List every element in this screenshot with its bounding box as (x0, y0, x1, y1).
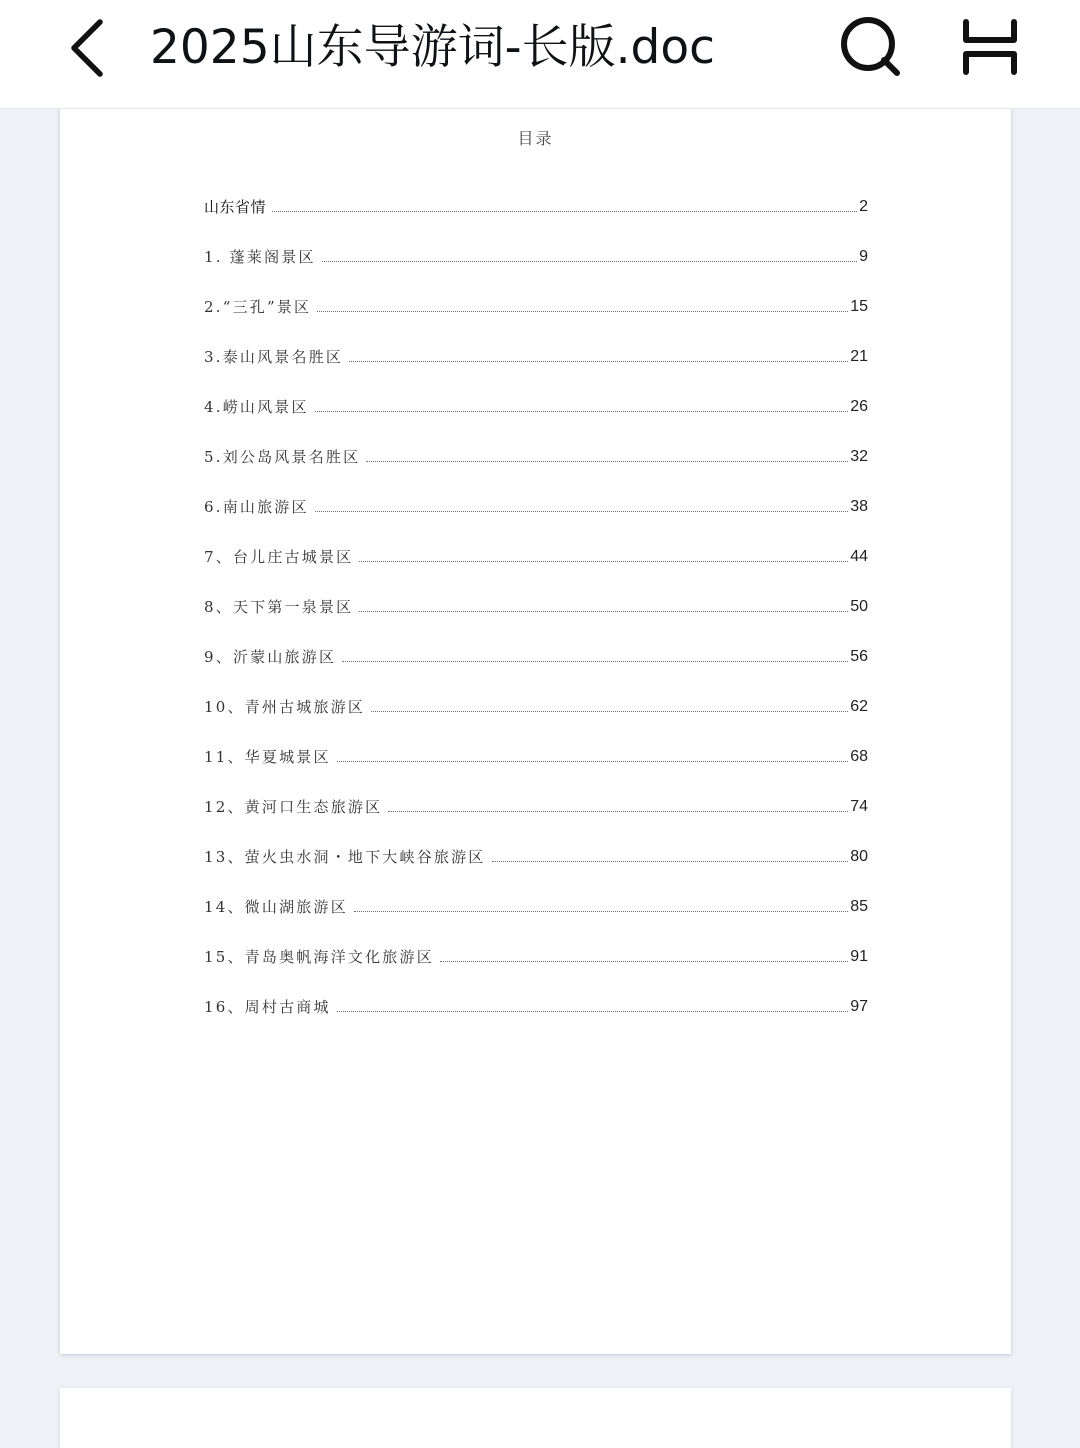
more-button[interactable] (956, 16, 1024, 78)
toc-leader-dots (315, 511, 848, 512)
document-title: 2025山东导游词-长版.doc (150, 20, 715, 75)
toc-entry-label: 15、青岛奥帆海洋文化旅游区 (204, 948, 434, 966)
toc-entry-page-number: 97 (850, 998, 868, 1015)
toc-entry-label: 2.“三孔”景区 (204, 298, 312, 316)
toc-entry-label: 11、华夏城景区 (204, 748, 331, 766)
toc-leader-dots (359, 611, 848, 612)
toc-entry[interactable] (204, 266, 868, 316)
toc-leader-dots (315, 411, 848, 412)
next-document-page (60, 1388, 1011, 1448)
toc-entry[interactable] (204, 916, 868, 966)
toc-entry-label: 山东省情 (204, 198, 267, 216)
toc-entry[interactable] (204, 166, 868, 216)
toc-entry[interactable] (204, 516, 868, 566)
toc-entry[interactable] (204, 216, 868, 266)
toc-leader-dots (337, 1011, 849, 1012)
toc-entry[interactable] (204, 316, 868, 366)
toc-entry[interactable] (204, 716, 868, 766)
toc-leader-dots (317, 311, 848, 312)
toc-entry-page-number: 62 (850, 698, 868, 715)
toc-leader-dots (349, 361, 848, 362)
toc-entry[interactable] (204, 566, 868, 616)
search-button[interactable] (838, 14, 904, 80)
back-button[interactable] (62, 14, 118, 82)
toc-leader-dots (366, 461, 848, 462)
toc-entry-label: 6.南山旅游区 (204, 498, 309, 516)
toc-entry-page-number: 44 (850, 548, 868, 565)
toc-leader-dots (388, 811, 848, 812)
toc-leader-dots (337, 761, 849, 762)
toc-entry-label: 4.崂山风景区 (204, 398, 309, 416)
toc-entry[interactable] (204, 766, 868, 816)
toc-entry[interactable] (204, 366, 868, 416)
toc-entry-page-number: 80 (850, 848, 868, 865)
toc-entry[interactable] (204, 666, 868, 716)
document-page (60, 108, 1011, 1354)
toc-leader-dots (371, 711, 848, 712)
toc-entry-label: 13、萤火虫水洞・地下大峡谷旅游区 (204, 848, 486, 866)
toc-title: 目录 (517, 129, 554, 148)
toc-entry[interactable] (204, 866, 868, 916)
toc-entry-page-number: 50 (850, 598, 868, 615)
toc-entry-label: 1. 蓬莱阁景区 (204, 248, 316, 266)
toc-entry-page-number: 38 (850, 498, 868, 515)
toc-leader-dots (342, 661, 848, 662)
toc-entry-page-number: 74 (850, 798, 868, 815)
toc-entry-page-number: 68 (850, 748, 868, 765)
toc-entry-label: 16、周村古商城 (204, 998, 331, 1016)
toc-entry-page-number: 15 (850, 298, 868, 315)
toc-entry[interactable] (204, 616, 868, 666)
toc-entry-page-number: 56 (850, 648, 868, 665)
toc-entry-label: 14、微山湖旅游区 (204, 898, 348, 916)
toc-entry-page-number: 2 (859, 198, 868, 215)
toc-entry[interactable] (204, 466, 868, 516)
toc-entry-page-number: 26 (850, 398, 868, 415)
toc-entry-page-number: 9 (859, 248, 868, 265)
toc-entry-label: 9、沂蒙山旅游区 (204, 648, 337, 666)
toc-entry-label: 8、天下第一泉景区 (204, 598, 354, 616)
toc-leader-dots (492, 861, 849, 862)
toc-entry-label: 3.泰山风景名胜区 (204, 348, 344, 366)
toc-entry-label: 7、台儿庄古城景区 (204, 548, 354, 566)
toc-leader-dots (440, 961, 848, 962)
toc-entry[interactable] (204, 966, 868, 1016)
toc-leader-dots (322, 261, 857, 262)
table-of-contents (204, 166, 868, 1016)
toc-leader-dots (359, 561, 848, 562)
toc-entry[interactable] (204, 816, 868, 866)
toc-entry-label: 10、青州古城旅游区 (204, 698, 366, 716)
toc-entry-page-number: 32 (850, 448, 868, 465)
toc-leader-dots (354, 911, 848, 912)
toc-leader-dots (272, 211, 857, 212)
chevron-left-icon (62, 14, 118, 82)
top-bar (0, 0, 1080, 108)
toc-entry-page-number: 85 (850, 898, 868, 915)
search-icon (838, 14, 904, 80)
toc-entry[interactable] (204, 416, 868, 466)
toc-entry-page-number: 91 (850, 948, 868, 965)
toc-entry-label: 5.刘公岛风景名胜区 (204, 448, 361, 466)
toc-entry-page-number: 21 (850, 348, 868, 365)
toc-entry-label: 12、黄河口生态旅游区 (204, 798, 383, 816)
more-icon (956, 16, 1024, 78)
